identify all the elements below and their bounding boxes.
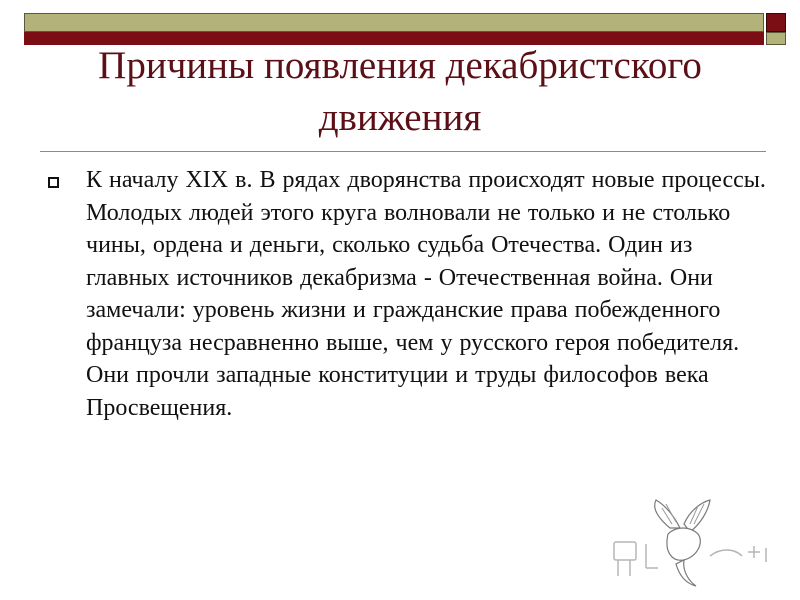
header-corner-olive	[766, 32, 786, 45]
header-bar-olive	[24, 13, 764, 32]
bullet-paragraph: К началу XIX в. В рядах дворянства происходят новые процессы. Молодых людей этого круга волновали не только и не столько чины, ордена и деньги, сколько судьба Отечества. Один из главных источников декабризма - Отечественная война. Они замечали: уровень жизни и гражданские права побежденного француза несравненно выше, чем у русского героя победителя. Они прочли западные конституции и труды философов века Просвещения.	[86, 167, 766, 421]
dove-icon	[610, 498, 780, 590]
hollow-square-bullet-icon	[48, 177, 59, 188]
slide-title: Причины появления декабристского движения	[98, 44, 702, 139]
title-divider	[40, 151, 766, 152]
header-corner-maroon	[766, 13, 786, 32]
